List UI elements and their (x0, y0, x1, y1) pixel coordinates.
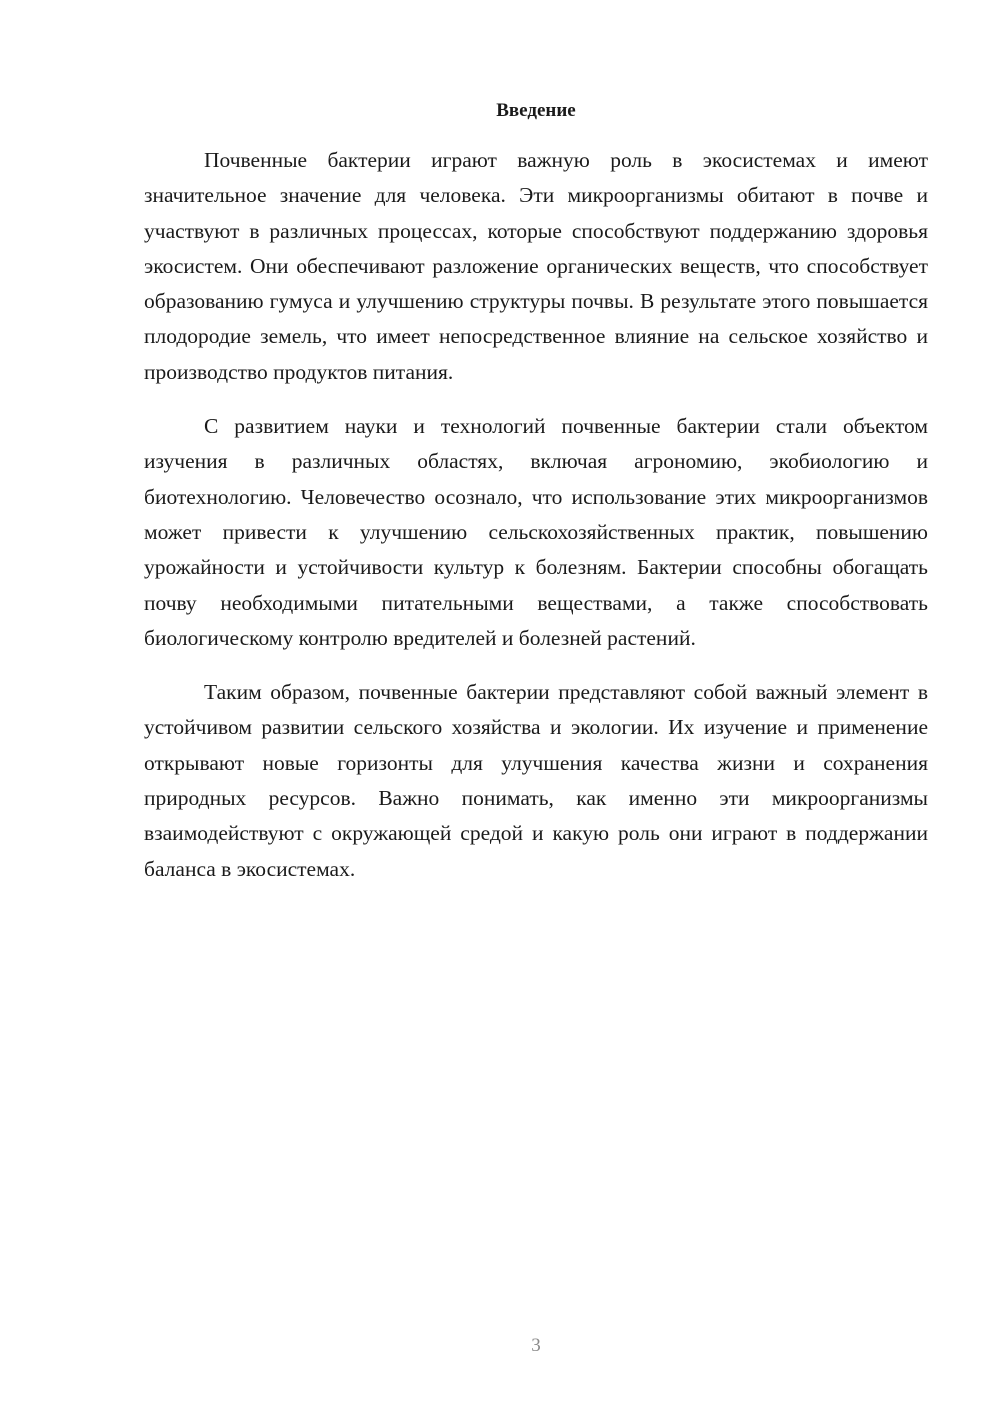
section-heading: Введение (496, 100, 576, 121)
paragraph-1: Почвенные бактерии играют важную роль в экосистемах и имеют значительное значение для человека. Эти микроорганизмы обитают в почве и участвуют в различных процессах, которые способствуют поддержанию здоровья экосистем. Они обеспечивают разложение органических веществ, что способствует образованию гумуса и улучшению структуры почвы. В результате этого повышается плодородие земель, что имеет непосредственное влияние на сельское хозяйство и производство продуктов питания. (144, 148, 928, 384)
body-text (144, 143, 928, 887)
paragraph-2: С развитием науки и технологий почвенные бактерии стали объектом изучения в различных областях, включая агрономию, экобиологию и биотехнологию. Человечество осознало, что использование этих микроорганизмов может привести к улучшению сельскохозяйственных практик, повышению урожайности и устойчивости культур к болезням. Бактерии способны обогащать почву необходимыми питательными веществами, а также способствовать биологическому контролю вредителей и болезней растений. (144, 414, 928, 650)
paragraph-3: Таким образом, почвенные бактерии представляют собой важный элемент в устойчивом развитии сельского хозяйства и экологии. Их изучение и применение открывают новые горизонты для улучшения качества жизни и сохранения природных ресурсов. Важно понимать, как именно эти микроорганизмы взаимодействуют с окружающей средой и какую роль они играют в поддержании баланса в экосистемах. (144, 680, 928, 881)
page-number: 3 (531, 1335, 541, 1356)
